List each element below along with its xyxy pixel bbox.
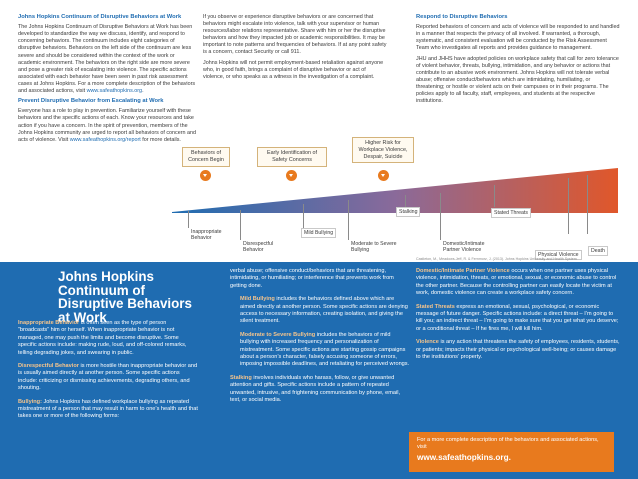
bottom-column-2 (230, 268, 410, 411)
observe-column (203, 14, 388, 84)
respond-column (416, 14, 620, 108)
tick-moderate-bullying (348, 200, 349, 240)
continuum-heading: Johns Hopkins Continuum of Disruptive Behaviors at Work (18, 14, 182, 20)
tick-mild-bullying (303, 204, 304, 229)
mild-bullying-definition: Mild Bullying includes the behaviors defined above which are aimed directly at another person. Some specific actions are denying access to necessary information, creating isolation, and giving the silent treatment. (240, 296, 408, 325)
bullying-continued: verbal abuse; offensive conduct/behaviors that are threatening, intimidating, or humiliating; or interference that prevents work from getting done. (230, 268, 394, 289)
observe-paragraph: If you observe or experience disruptive behaviors or are concerned that behaviors might escalate into violence, talk with your supervisor or human resources/labor relations representative. Share with him or her the disruptive behaviors and how they impacted job or academic responsibilities. It may be important to note patterns and frequencies of behaviors. If at any point safety is a concern, contact Security or call 911. (203, 14, 387, 56)
label-inappropriate-behavior: Inappropriate Behavior (191, 229, 222, 242)
policy-paragraph: JHU and JHHS have adopted policies on workplace safety that call for zero tolerance of violent behavior, threats, bullying, intimidation, and any behavior or actions that contribute to an abusive work environment. Johns Hopkins will not tolerate verbal abuse; offensive conduct/behaviors which are intimidating, humiliating, or threatening; or hostile or violent acts on their campuses or in their programs. The policies apply to all faculty, staff, employees, and students at the respective institutions. (416, 55, 619, 105)
respond-paragraph: Reported behaviors of concern and acts of violence will be responded to and handled in a manner that respects the privacy of all involved. If warranted, a thorough, systematic, and consistent evaluation will be conducted by the Risk Assessment Team who investigates all reports and provides guidance to management. (416, 24, 620, 52)
cta-box (409, 432, 614, 472)
bullying-definition: Bullying: Johns Hopkins has defined workplace bullying as repeated mistreatment of a person that may result in harm to one’s health and that takes one or more of the following forms: (18, 398, 198, 420)
tick-physical-violence (568, 178, 569, 234)
label-domestic-partner-violence: Domestic/Intimate Partner Violence (443, 241, 485, 254)
label-stalking: Stalking (396, 207, 420, 217)
label-death: Death (588, 246, 608, 256)
bottom-title: Johns Hopkins Continuum of Disruptive Behaviors at Work (58, 269, 192, 325)
early-identification-box: Early Identification of Safety Concerns (257, 147, 327, 167)
safeathopkins-link[interactable]: www.safeathopkins.org (86, 88, 143, 95)
label-physical-violence: Physical Violence (535, 250, 582, 260)
tick-inappropriate (188, 211, 189, 228)
citation: Castleton, M., Meadows-Jeff, R. & Fernmorz, J. (2013). Johns Hopkins University and Health System (416, 257, 577, 261)
respond-heading: Respond to Disruptive Behaviors (416, 14, 508, 20)
prevent-description: Everyone has a role to play in prevention. Familiarize yourself with these behaviors and the specific actions of each. Know your resources and take action if you have a concern. In the spirit of prevention, members of the Johns Hopkins community are urged to report all behaviors of concern and acts of violence. Visit www.safeathopkins.org/report for more details. (18, 108, 196, 143)
label-moderate-severe-bullying: Moderate to Severe Bullying (351, 241, 397, 254)
cta-url-link[interactable]: www.safeathopkins.org. (417, 453, 511, 463)
stalking-definition: Stalking involves individuals who harass, follow, or give unwanted attention and gifts. Specific actions include a pattern of repeated unwanted, intrusive, and frightening communication by phone, email, text, or social media. (230, 374, 401, 404)
label-mild-bullying: Mild Bullying (301, 228, 336, 238)
report-link[interactable]: www.safeathopkins.org/report (69, 136, 141, 143)
cta-text: For a more complete description of the behaviors and associated actions, visit (417, 437, 599, 451)
moderate-bullying-definition: Moderate to Severe Bullying includes the behaviors of mild bullying with increased frequency and personalization of mistreatment. Some specific actions are starting gossip campaigns about a person’s character, falsely accusing someone of errors, imposing impossible deadlines, and retaliating for perceived wrongs. (240, 331, 410, 368)
continuum-description: The Johns Hopkins Continuum of Disruptive Behaviors at Work has been developed to standardize the way we discuss, identify, and respond to concerning behaviors. The continuum includes eight categories of disruptive behaviors. Behaviors on the left side of the continuum are less severe and should be considered within the context of the work or academic environment. The behaviors on the right side are more severe and pose a greater risk of escalating into violence. The specific actions associated with each behavior have been seen in past risk assessment cases at Johns Hopkins. For a more complete description of the behaviors and associated actions, visit www.safeathopkins.org. (18, 24, 196, 95)
tick-stated-threats (494, 185, 495, 207)
behaviors-begin-box: Behaviors of Concern Begin (182, 147, 230, 167)
label-stated-threats: Stated Threats (491, 208, 531, 218)
bottom-column-3 (416, 268, 620, 367)
intro-column (18, 14, 196, 147)
disrespectful-definition: Disrespectful Behavior is more hostile than inappropriate behavior and is usually aimed directly at another person. Some specific actions include: criticizing or dismissing achievements, degrading others, and shouting. (18, 363, 198, 392)
continuum-wedge-icon (18, 285, 48, 315)
label-disrespectful-behavior: Disrespectful Behavior (243, 241, 273, 254)
domestic-violence-definition: Domestic/Intimate Partner Violence occurs when one partner uses physical violence, intimidation, threats, or emotional, sexual, or economic abuse to control the other partner. Because the controlling partner can easily locate the victim at work, domestic violence can create a workplace safety concern. (416, 268, 617, 297)
bottom-column-1 (18, 320, 198, 427)
prevent-heading: Prevent Disruptive Behavior from Escalating at Work (18, 98, 164, 105)
higher-risk-box: Higher Risk for Workplace Violence, Despair, Suicide (352, 137, 414, 163)
retaliation-paragraph: Johns Hopkins will not permit employment-based retaliation against anyone who, in good faith, brings a complaint of disruptive behavior or act of violence, or who speaks as a witness in the investigation of a complaint. (203, 59, 384, 80)
violence-definition: Violence is any action that threatens the safety of employees, residents, students, or patients; impacts their physical or psychological well-being; or causes damage to the institutions’ property. (416, 339, 620, 361)
stated-threats-definition: Stated Threats express an emotional, sexual, psychological, or economic message of future danger. Specific actions include: a direct threat – I’m going to kill you; an indirect threat – I’m going to make sure that you get what you deserve; or a conditional threat – If he fires me, I will kill him. (416, 303, 619, 332)
tick-disrespectful (240, 210, 241, 240)
continuum-gradient-wedge (172, 168, 618, 213)
tick-domestic (440, 193, 441, 240)
tick-death (587, 175, 588, 234)
inappropriate-definition: Inappropriate Behavior is often seen as the type of person “broadcasts” him or herself. When inappropriate behavior is not managed, one may push the limits and become disruptive. Some specific actions include: making rude, loud, and off-colored remarks, telling degrading jokes, and swearing in public. (18, 320, 187, 356)
